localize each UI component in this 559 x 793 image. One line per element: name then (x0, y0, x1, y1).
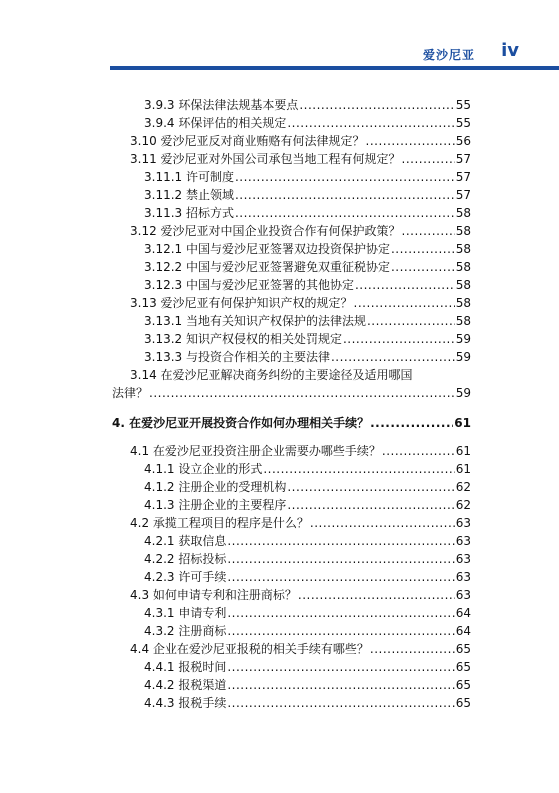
table-of-contents (112, 96, 471, 712)
toc-entry-page: 61 (455, 462, 471, 476)
toc-dot-leader (227, 694, 454, 712)
toc-dot-leader (235, 168, 455, 186)
toc-dot-leader (227, 622, 454, 640)
toc-entry-page: 59 (455, 350, 471, 364)
toc-entry[interactable] (112, 186, 471, 204)
toc-entry[interactable] (112, 532, 471, 550)
toc-dot-leader (299, 96, 454, 114)
toc-dot-leader (263, 460, 454, 478)
toc-entry-title: 3.13.1 当地有关知识产权保护的法律法规 (144, 314, 366, 328)
toc-entry[interactable] (112, 204, 471, 222)
toc-entry-title: 3.13.2 知识产权侵权的相关处罚规定 (144, 332, 342, 346)
toc-entry[interactable] (112, 132, 471, 150)
toc-entry-page: 63 (455, 570, 471, 584)
toc-dot-leader (235, 204, 455, 222)
toc-entry-title: 3.11.3 招标方式 (144, 206, 234, 220)
toc-entry[interactable] (112, 460, 471, 478)
toc-entry-title: 4.3.1 申请专利 (144, 606, 227, 620)
toc-entry-page: 63 (455, 534, 471, 548)
toc-entry-page: 64 (455, 606, 471, 620)
toc-entry-title: 4.2.1 获取信息 (144, 534, 227, 548)
toc-entry[interactable] (112, 676, 471, 694)
toc-entry-page: 58 (455, 224, 471, 238)
toc-entry-page: 61 (454, 416, 471, 430)
toc-entry-page: 59 (455, 332, 471, 346)
toc-dot-leader (235, 186, 455, 204)
toc-entry-page: 63 (455, 516, 471, 530)
toc-entry[interactable] (112, 622, 471, 640)
toc-entry-line[interactable]: 3.14 在爱沙尼亚解决商务纠纷的主要途径及适用哪国 (130, 368, 413, 382)
toc-entry-page: 65 (455, 696, 471, 710)
toc-entry-page: 63 (455, 588, 471, 602)
toc-entry[interactable] (112, 694, 471, 712)
toc-dot-leader (355, 276, 455, 294)
toc-entry[interactable] (112, 168, 471, 186)
toc-dot-leader (227, 568, 454, 586)
toc-dot-leader (287, 478, 454, 496)
toc-entry-title: 4.1.1 设立企业的形式 (144, 462, 263, 476)
toc-dot-leader (391, 258, 455, 276)
header-rule (110, 66, 559, 70)
toc-entry[interactable] (112, 384, 471, 402)
toc-entry-title: 3.13.3 与投资合作相关的主要法律 (144, 350, 330, 364)
toc-entry-title: 3.9.3 环保法律法规基本要点 (144, 98, 299, 112)
toc-entry-page: 57 (455, 188, 471, 202)
toc-entry-title: 4.1.2 注册企业的受理机构 (144, 480, 287, 494)
toc-dot-leader (354, 294, 455, 312)
toc-entry-title: 3.12.1 中国与爱沙尼亚签署双边投资保护协定 (144, 242, 390, 256)
toc-entry-page: 65 (455, 678, 471, 692)
toc-dot-leader (287, 114, 454, 132)
toc-entry-page: 58 (455, 278, 471, 292)
toc-entry-page: 55 (455, 98, 471, 112)
toc-entry-page: 62 (455, 480, 471, 494)
toc-entry-title: 4.2 承揽工程项目的程序是什么？ (130, 516, 309, 530)
toc-dot-leader (402, 150, 455, 168)
toc-dot-leader (298, 586, 455, 604)
toc-entry-title: 3.11.1 许可制度 (144, 170, 234, 184)
toc-dot-leader (331, 348, 455, 366)
toc-entry[interactable] (112, 312, 471, 330)
toc-dot-leader (366, 132, 455, 150)
toc-entry-title: 4.1 在爱沙尼亚投资注册企业需要办哪些手续？ (130, 444, 381, 458)
toc-entry-page: 58 (455, 260, 471, 274)
toc-entry-page: 63 (455, 552, 471, 566)
toc-dot-leader (402, 222, 455, 240)
toc-dot-leader (287, 496, 454, 514)
toc-entry-title: 4.4 企业在爱沙尼亚报税的相关手续有哪些？ (130, 642, 369, 656)
toc-entry[interactable] (112, 478, 471, 496)
toc-entry[interactable] (112, 222, 471, 240)
toc-dot-leader (227, 676, 454, 694)
toc-entry[interactable] (112, 276, 471, 294)
toc-entry-title: 3.11 爱沙尼亚对外国公司承包当地工程有何规定？ (130, 152, 401, 166)
running-header-title: 爱沙尼亚 (422, 48, 475, 62)
toc-entry-title: 4.3.2 注册商标 (144, 624, 227, 638)
toc-entry-page: 58 (455, 296, 471, 310)
toc-entry-title: 4.2.3 许可手续 (144, 570, 227, 584)
toc-entry-page: 58 (455, 206, 471, 220)
toc-dot-leader (310, 514, 455, 532)
toc-entry[interactable] (112, 514, 471, 532)
toc-entry-page: 65 (455, 660, 471, 674)
toc-dot-leader (370, 414, 453, 432)
toc-entry-title: 4.4.3 报税手续 (144, 696, 227, 710)
toc-entry[interactable] (112, 150, 471, 168)
toc-dot-leader (227, 604, 454, 622)
toc-entry[interactable] (112, 294, 471, 312)
toc-dot-leader (227, 550, 454, 568)
toc-entry-title: 3.13 爱沙尼亚有何保护知识产权的规定？ (130, 296, 353, 310)
toc-entry[interactable] (112, 496, 471, 514)
toc-entry-page: 64 (455, 624, 471, 638)
page-number: iv (501, 40, 519, 61)
toc-entry-title: 4.3 如何申请专利和注册商标？ (130, 588, 297, 602)
toc-entry[interactable] (112, 586, 471, 604)
toc-entry[interactable] (112, 96, 471, 114)
toc-dot-leader (149, 384, 455, 402)
toc-entry[interactable] (112, 240, 471, 258)
toc-dot-leader (391, 240, 455, 258)
toc-entry-page: 65 (455, 642, 471, 656)
toc-dot-leader (370, 640, 455, 658)
toc-entry[interactable] (112, 640, 471, 658)
toc-entry-title: 3.12.2 中国与爱沙尼亚签署避免双重征税协定 (144, 260, 390, 274)
toc-dot-leader (227, 658, 454, 676)
toc-entry-page: 58 (455, 242, 471, 256)
toc-entry[interactable] (112, 114, 471, 132)
toc-entry[interactable] (112, 348, 471, 366)
toc-entry-page: 59 (455, 386, 471, 400)
toc-entry[interactable] (112, 568, 471, 586)
toc-entry-title: 4.4.2 报税渠道 (144, 678, 227, 692)
toc-entry-title: 法律？ (112, 386, 149, 400)
toc-entry-page: 61 (455, 444, 471, 458)
toc-entry-title: 4.2.2 招标投标 (144, 552, 227, 566)
toc-entry[interactable] (112, 604, 471, 622)
toc-entry-title: 3.10 爱沙尼亚反对商业贿赂有何法律规定？ (130, 134, 365, 148)
toc-entry-page: 56 (455, 134, 471, 148)
toc-entry[interactable] (112, 550, 471, 568)
toc-entry-page: 57 (455, 170, 471, 184)
toc-entry[interactable] (112, 442, 471, 460)
toc-entry-title: 3.12 爱沙尼亚对中国企业投资合作有何保护政策？ (130, 224, 401, 238)
toc-entry[interactable] (112, 330, 471, 348)
toc-dot-leader (343, 330, 455, 348)
toc-entry[interactable] (112, 414, 471, 432)
toc-entry-title: 4.1.3 注册企业的主要程序 (144, 498, 287, 512)
toc-dot-leader (227, 532, 454, 550)
toc-entry-title: 3.9.4 环保评估的相关规定 (144, 116, 287, 130)
toc-entry-title: 4. 在爱沙尼亚开展投资合作如何办理相关手续？ (112, 416, 370, 430)
toc-entry[interactable] (112, 258, 471, 276)
toc-entry-title: 3.11.2 禁止领域 (144, 188, 234, 202)
toc-dot-leader (367, 312, 455, 330)
toc-entry-page: 58 (455, 314, 471, 328)
toc-entry-title: 4.4.1 报税时间 (144, 660, 227, 674)
toc-entry-page: 57 (455, 152, 471, 166)
toc-entry-title: 3.12.3 中国与爱沙尼亚签署的其他协定 (144, 278, 354, 292)
toc-entry[interactable] (112, 658, 471, 676)
toc-entry-page: 62 (455, 498, 471, 512)
toc-entry-page: 55 (455, 116, 471, 130)
toc-dot-leader (382, 442, 455, 460)
